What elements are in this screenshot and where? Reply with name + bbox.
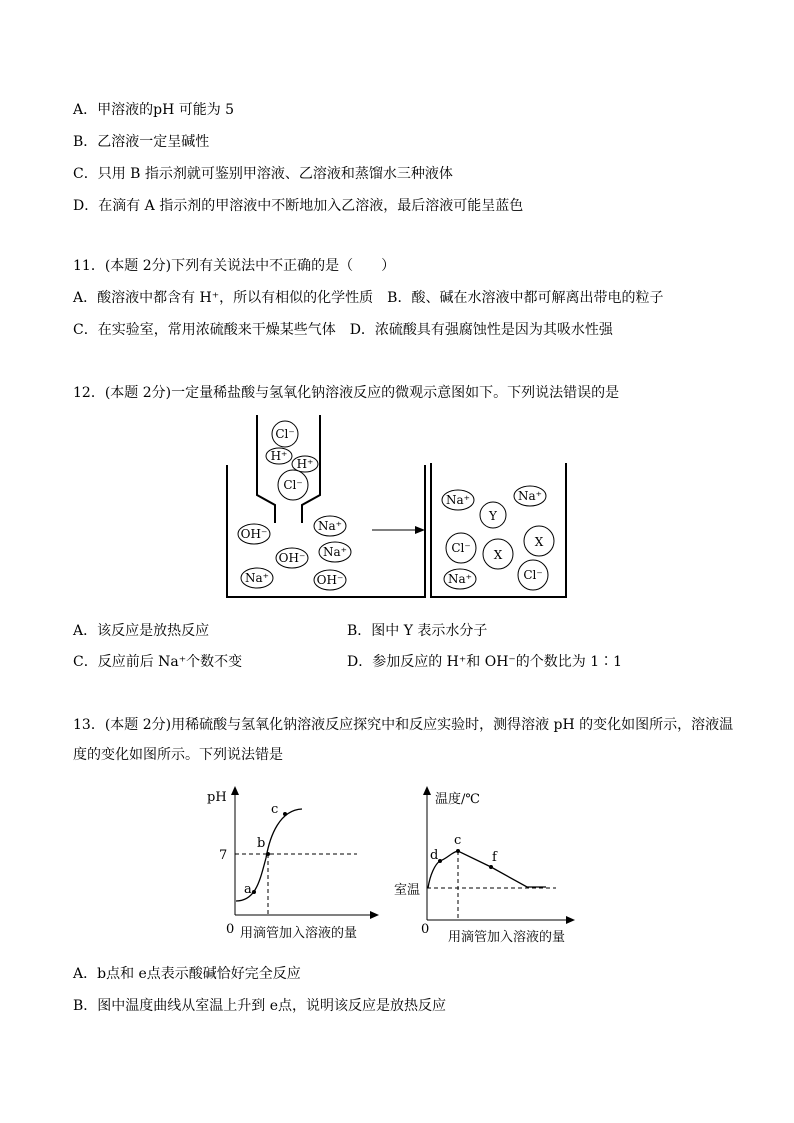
q10-option-a: A．甲溶液的pH 可能为 5 (73, 102, 235, 118)
q10-option-d: D．在滴有 A 指示剂的甲溶液中不断地加入乙溶液，最后溶液可能呈蓝色 (73, 198, 524, 214)
temp-curve (428, 851, 546, 888)
molecule-y: Y (489, 509, 497, 523)
q10-option-c: C．只用 B 指示剂就可鉴别甲溶液、乙溶液和蒸馏水三种液体 (73, 166, 453, 182)
q13-option-a: A．b点和 e点表示酸碱恰好完全反应 (73, 966, 301, 982)
temperature-chart (427, 792, 568, 920)
q12-stem: 12．(本题 2分)一定量稀盐酸与氢氧化钠溶液反应的微观示意图如下。下列说法错误的是 (73, 385, 620, 401)
q11-options-row1: A．酸溶液中都含有 H⁺，所以有相似的化学性质 B．酸、碱在水溶液中都可解离出带电的粒子 (73, 290, 664, 306)
q12-option-d: D．参加反应的 H⁺和 OH⁻的个数比为 1∶1 (347, 654, 623, 670)
ion-na: Na⁺ (318, 519, 342, 533)
temp-point-d (438, 859, 442, 863)
temp-label-d: d (430, 848, 439, 863)
ph-y-label: pH (207, 790, 227, 805)
q13-stem-line1: 13．(本题 2分)用稀硫酸与氢氧化钠溶液反应探究中和反应实验时，测得溶液 pH 的变化如图所示，溶液温 (73, 717, 734, 733)
temp-y-arrow (423, 786, 431, 795)
temp-point-f (489, 865, 493, 869)
temp-x-label: 用滴管加入溶液的量 (448, 930, 566, 945)
ion-na: Na⁺ (446, 493, 470, 507)
temp-room-label: 室温 (394, 883, 421, 898)
ion-cl: Cl⁻ (451, 541, 471, 555)
ion-na: Na⁺ (323, 545, 347, 559)
q11-stem: 11．(本题 2分)下列有关说法中不正确的是（ ） (73, 258, 396, 274)
q12-reaction-diagram (0, 405, 794, 605)
particle-x: X (493, 548, 503, 562)
ion-cl: Cl⁻ (283, 478, 303, 492)
ph-x-label: 用滴管加入溶液的量 (240, 926, 358, 941)
temp-label-f: f (492, 850, 497, 865)
ion-oh: OH⁻ (240, 527, 268, 541)
q13-option-b: B．图中温度曲线从室温上升到 e点，说明该反应是放热反应 (73, 998, 447, 1014)
temp-label-c: c (454, 833, 462, 848)
ion-cl: Cl⁻ (275, 427, 295, 441)
temp-origin: 0 (421, 922, 430, 937)
ion-na: Na⁺ (448, 572, 472, 586)
ph-label-c: c (271, 802, 279, 817)
reaction-arrow-head (415, 526, 425, 534)
ion-oh: OH⁻ (278, 551, 306, 565)
ph-tick-7: 7 (219, 848, 228, 863)
ph-origin: 0 (226, 922, 235, 937)
ph-chart (235, 792, 372, 915)
ion-na: Na⁺ (518, 489, 542, 503)
q13-stem-line2: 度的变化如图所示。下列说法错是 (73, 747, 283, 763)
q12-option-b: B．图中 Y 表示水分子 (347, 623, 488, 639)
q13-charts (0, 780, 794, 950)
ph-x-arrow (370, 911, 379, 919)
ph-label-a: a (244, 882, 252, 897)
ion-h: H⁺ (296, 457, 314, 471)
ion-cl: Cl⁻ (523, 568, 543, 582)
ph-point-a (252, 890, 256, 894)
q11-options-row2: C．在实验室，常用浓硫酸来干燥某些气体 D．浓硫酸具有强腐蚀性是因为其吸水性强 (73, 322, 613, 338)
ph-label-b: b (257, 836, 266, 851)
q10-option-b: B．乙溶液一定呈碱性 (73, 134, 210, 150)
ph-point-b (266, 852, 270, 856)
ion-na: Na⁺ (245, 571, 269, 585)
ion-h: H⁺ (270, 449, 288, 463)
temp-y-label: 温度/℃ (435, 792, 480, 807)
particle-x: X (534, 535, 544, 549)
ion-oh: OH⁻ (316, 573, 344, 587)
q12-option-a: A．该反应是放热反应 (73, 623, 210, 639)
ph-point-c (283, 812, 287, 816)
temp-x-arrow (566, 916, 575, 924)
temp-point-c (456, 849, 460, 853)
ph-y-arrow (231, 786, 239, 795)
q12-option-c: C．反应前后 Na⁺个数不变 (73, 654, 243, 670)
